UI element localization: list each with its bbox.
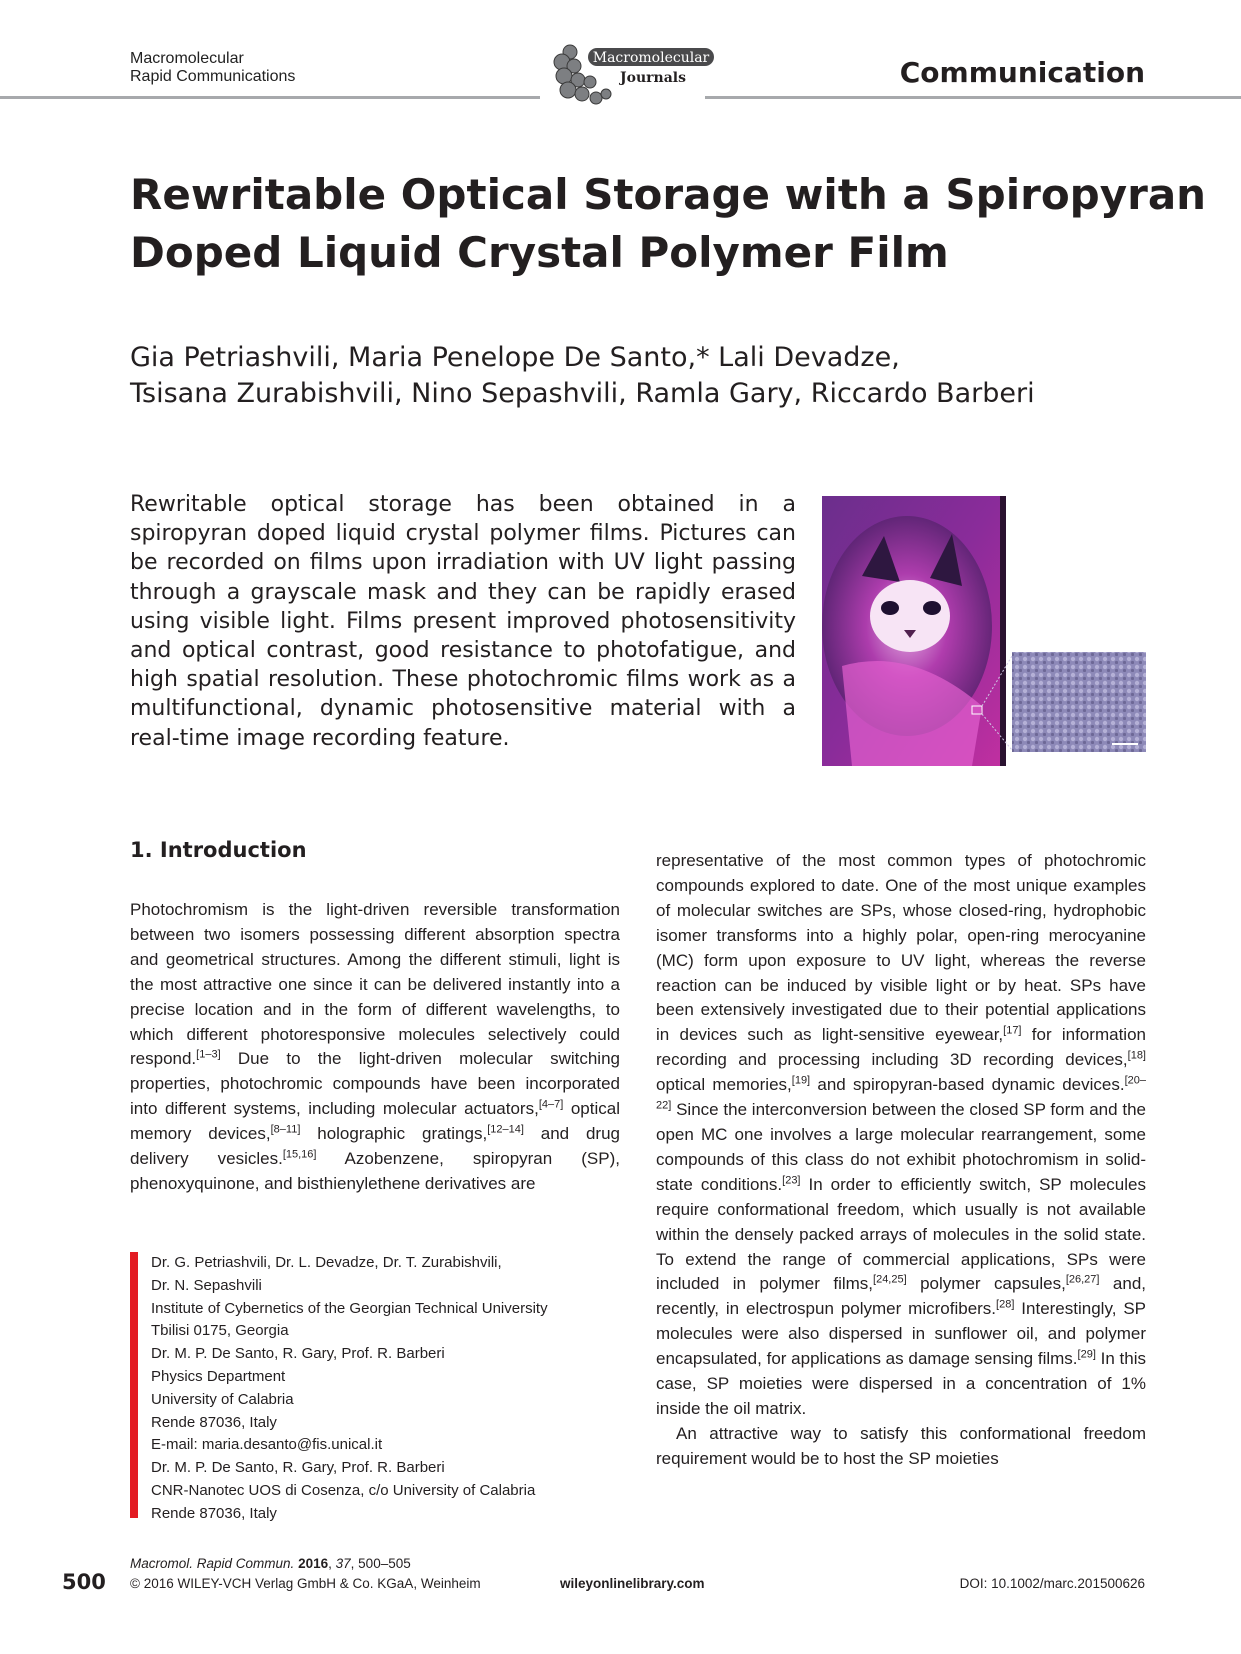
cite-journal: Macromol. Rapid Commun. <box>130 1556 295 1571</box>
title-line2: Doped Liquid Crystal Polymer Film <box>130 228 949 277</box>
journal-name-line1: Macromolecular <box>130 50 244 67</box>
affiliation-line: Physics Department <box>151 1367 286 1385</box>
article-type: Communication <box>899 56 1145 89</box>
recorded-image-panel <box>822 496 1000 766</box>
author-list <box>130 340 1140 412</box>
footer-citation: Macromol. Rapid Commun. 2016, 37, 500–505 © 2016 WILEY-VCH Verlag GmbH & Co. KGaA, Weinheim <box>130 1554 481 1594</box>
affiliation-line: Institute of Cybernetics of the Georgian Technical University <box>151 1299 548 1317</box>
affiliation-line: Dr. N. Sepashvili <box>151 1276 262 1294</box>
paper-title <box>130 166 1207 282</box>
cite-volume: 37 <box>335 1556 351 1571</box>
copyright: © 2016 WILEY-VCH Verlag GmbH & Co. KGaA, Weinheim <box>130 1576 481 1591</box>
header-rule-right <box>705 96 1241 99</box>
paragraph: An attractive way to satisfy this conformational freedom requirement would be to host the SP moieties <box>656 1423 1146 1468</box>
paragraph: Photochromism is the light-driven reversible transformation between two isomers possessing different absorption spectra and geometrical structures. Among the different stimuli, light is the most attractive one since it can be delivered instantly into a precise location and in the form of different wavelengths, to which different photoresponsive molecules selectively could respond.[1–3] Due to the light-driven molecular switching properties, photochromic compounds have been incorporated into different systems, including molecular actuators,[4–7] optical memory devices,[8–11] holographic gratings,[12–14] and drug delivery vesicles.[15,16] Azobenzene, spiropyran (SP), phenoxyquinone, and bisthienylethene derivatives are <box>130 900 620 1193</box>
affiliation-line: University of Calabria <box>151 1390 294 1408</box>
journal-name-line2: Rapid Communications <box>130 68 296 85</box>
title-line1: Rewritable Optical Storage with a Spiropyran <box>130 170 1207 219</box>
affiliation-line: Rende 87036, Italy <box>151 1504 277 1522</box>
cite-year: 2016 <box>298 1556 329 1571</box>
authors-line2: Tsisana Zurabishvili, Nino Sepashvili, Ramla Gary, Riccardo Barberi <box>130 378 1035 409</box>
affiliation-line: Tbilisi 0175, Georgia <box>151 1322 289 1340</box>
header-rule-left <box>0 96 540 99</box>
logo-text-macromolecular: Macromolecular <box>592 50 710 66</box>
journal-name <box>130 50 295 86</box>
affiliations <box>151 1252 631 1526</box>
affiliation-accent-bar <box>130 1252 138 1518</box>
doi[interactable]: DOI: 10.1002/marc.201500626 <box>959 1576 1145 1591</box>
section-heading-introduction: 1. Introduction <box>130 838 307 862</box>
logo-text-journals: Journals <box>620 70 686 86</box>
body-column-left <box>130 898 620 1197</box>
cite-pages: , 500–505 <box>350 1556 411 1571</box>
corresponding-email[interactable]: E-mail: maria.desanto@fis.unical.it <box>151 1436 383 1454</box>
affiliation-line: Dr. M. P. De Santo, R. Gary, Prof. R. Barberi <box>151 1459 445 1477</box>
toc-figure <box>822 496 1146 766</box>
affiliation-line: Rende 87036, Italy <box>151 1413 277 1431</box>
body-column-right <box>656 849 1146 1472</box>
macromolecular-journals-logo <box>540 34 720 114</box>
paragraph: representative of the most common types of photochromic compounds explored to date. One of the most unique examples of molecular switches are SPs, whose closed-ring, hydrophobic isomer transforms into a highly polar, open-ring merocyanine (MC) form upon exposure to UV light, whereas the reverse reaction can be induced by visible light or by heat. SPs have been extensively investigated due to their potential applications in devices such as light-sensitive eyewear,[17] for information recording and processing including 3D recording devices,[18] optical memories,[19] and spiropyran-based dynamic devices.[20–22] Since the interconversion between the closed SP form and the open MC one involves a large molecular rearrangement, some compounds of this class do not exhibit photochromism in solid-state conditions.[23] In order to efficiently switch, SP molecules require conformational freedom, which usually is not available within the densely packed arrays of molecules in the solid state. To extend the range of commercial applications, SPs were included in polymer films,[24,25] polymer capsules,[26,27] and, recently, in electrospun polymer microfibers.[28] Interestingly, SP molecules were also dispersed in sunflower oil, and polymer encapsulated, for applications as damage sensing films.[29] In this case, SP moieties were dispersed in a concentration of 1% inside the oil matrix. <box>656 851 1146 1418</box>
affiliation-line: Dr. M. P. De Santo, R. Gary, Prof. R. Barberi <box>151 1345 445 1363</box>
afm-inset-panel <box>1012 652 1146 752</box>
website-link[interactable]: wileyonlinelibrary.com <box>560 1576 705 1591</box>
authors-line1: Gia Petriashvili, Maria Penelope De Santo,* Lali Devadze, <box>130 342 900 373</box>
affiliation-line: CNR-Nanotec UOS di Cosenza, c/o University of Calabria <box>151 1481 536 1499</box>
affiliation-line: Dr. G. Petriashvili, Dr. L. Devadze, Dr. T. Zurabishvili, <box>151 1254 502 1271</box>
page-number: 500 <box>62 1570 106 1594</box>
abstract: Rewritable optical storage has been obtained in a spiropyran doped liquid crystal polymer films. Pictures can be recorded on films upon irradiation with UV light passing through a grayscale mask and they can be rapidly erased using visible light. Films present improved photosensitivity and optical contrast, good resistance to photofatigue, and high spatial resolution. These photochromic films work as a multifunctional, dynamic photosensitive material with a real-time image recording feature. <box>130 492 796 751</box>
